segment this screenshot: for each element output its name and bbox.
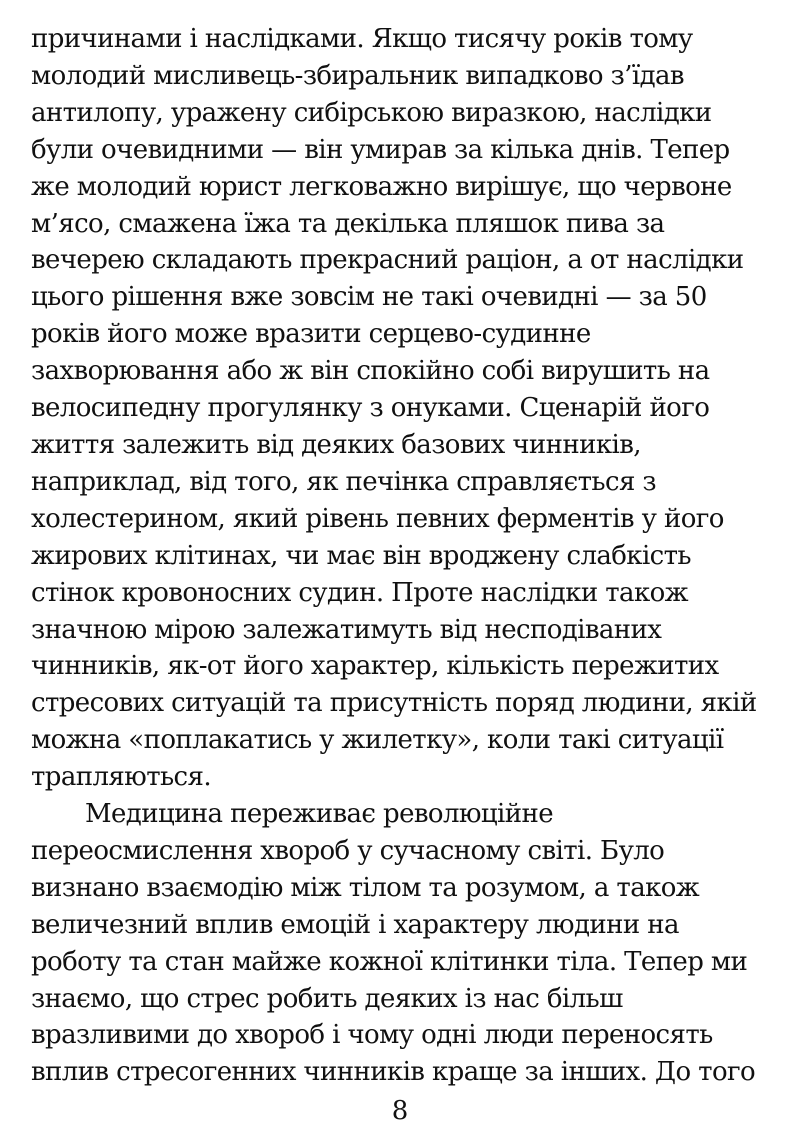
paragraph-2 bbox=[31, 796, 771, 1091]
text-line: чинників, як-от його характер, кількість пережитих bbox=[31, 651, 719, 682]
text-line: наприклад, від того, як печінка справляється з bbox=[31, 466, 656, 497]
text-line: Медицина переживає революційне bbox=[85, 799, 554, 830]
text-line: антилопу, уражену сибірською виразкою, наслідки bbox=[31, 97, 712, 128]
text-line: вплив стресогенних чинників краще за інших. До того bbox=[31, 1057, 756, 1088]
text-line: стресових ситуацій та присутність поряд людини, якій bbox=[31, 688, 757, 719]
text-line: знаємо, що стрес робить деяких із нас більш bbox=[31, 983, 623, 1014]
text-line: років його може вразити серцево-судинне bbox=[31, 319, 591, 350]
text-line: захворювання або ж він спокійно собі вирушить на bbox=[31, 356, 710, 387]
body-text bbox=[31, 21, 771, 1091]
text-line: вразливими до хвороб і чому одні люди переносять bbox=[31, 1020, 713, 1051]
text-line: молодий мисливець-збиральник випадково з’їдав bbox=[31, 60, 684, 91]
text-line: вечерею складають прекрасний раціон, а от наслідки bbox=[31, 245, 744, 276]
text-line: причинами і наслідками. Якщо тисячу років тому bbox=[31, 24, 693, 54]
text-line: значною мірою залежатимуть від несподіваних bbox=[31, 614, 662, 645]
text-line: жирових клітинах, чи має він вроджену слабкість bbox=[31, 540, 691, 571]
text-line: життя залежить від деяких базових чинників, bbox=[31, 429, 641, 460]
text-line: були очевидними — він умирав за кілька днів. Тепер bbox=[31, 134, 730, 165]
text-line: визнано взаємодію між тілом та розумом, а також bbox=[31, 872, 700, 903]
text-line: роботу та стан майже кожної клітинки тіла. Тепер ми bbox=[31, 946, 748, 977]
text-line: м’ясо, смажена їжа та декілька пляшок пива за bbox=[31, 208, 665, 239]
text-line: велосипедну прогулянку з онуками. Сценарій його bbox=[31, 393, 710, 424]
text-line: холестерином, який рівень певних ферментів у його bbox=[31, 503, 724, 534]
text-line: же молодий юрист легковажно вирішує, що червоне bbox=[31, 171, 732, 202]
text-line: цього рішення вже зовсім не такі очевидні — за 50 bbox=[31, 282, 707, 313]
text-line: переосмислення хвороб у сучасному світі. Було bbox=[31, 835, 665, 866]
text-line: можна «поплакатись у жилетку», коли такі ситуації bbox=[31, 725, 724, 756]
text-line: величезний вплив емоцій і характеру людини на bbox=[31, 909, 679, 940]
paragraph-1 bbox=[31, 21, 771, 796]
page-number: 8 bbox=[391, 1096, 409, 1126]
text-line: трапляються. bbox=[31, 762, 211, 793]
text-line: стінок кровоносних судин. Проте наслідки також bbox=[31, 577, 688, 608]
